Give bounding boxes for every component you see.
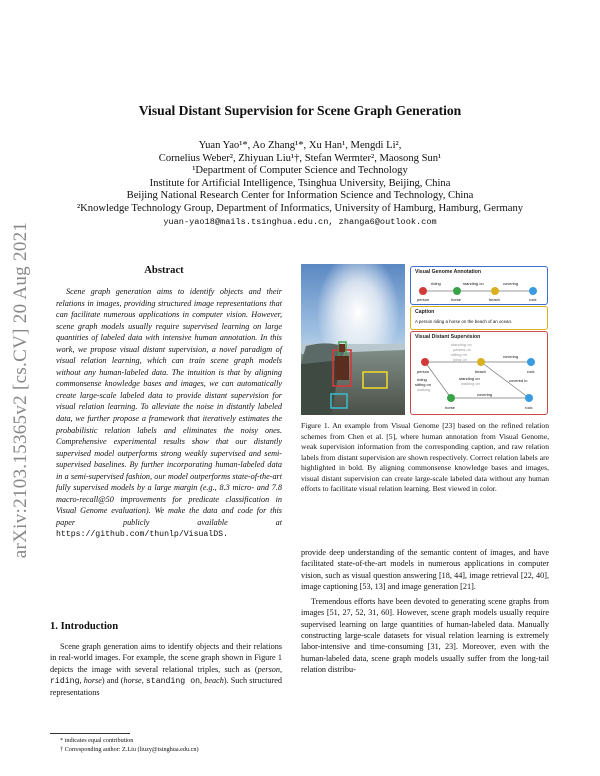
right-paragraph-2: Tremendous efforts have been devoted to generating scene graphs from images [51, 27, 52, 31, 60]. However, scene graph models usually require supervised learning on large quantities of human-labeled data. Manually constructing large-scale datasets for visual relation learning is extremely labor-intensive and time-consuming [31, 23]. Moreover, even with the human-labeled data, scene graph models usually suffer from the long-tail relation distribu- [301, 597, 549, 674]
relation-standing-on: standing on [145, 676, 201, 686]
entity-beach: beach [204, 675, 224, 685]
affiliation-2: Institute for Artificial Intelligence, Tsinghua University, Beijing, China [149, 177, 451, 189]
code-url[interactable]: https://github.com/thunlp/VisualDS. [56, 530, 228, 540]
vg-edge-riding: riding [431, 281, 441, 286]
intro-sep-2: , [79, 675, 84, 685]
entity-horse-2: horse [123, 675, 142, 685]
section-heading: 1. Introduction [50, 621, 119, 632]
arxiv-identifier [6, 210, 36, 570]
ds-edge-top-1: standing on [451, 342, 472, 347]
right-paragraph-1: provide deep understanding of the semantic content of images, and have facilitated state-of-the-art models in numerous applications in computer vision, such as visual question answering [18, 44], image retrieval [22, 40], image captioning [53, 13] and image generation [21]. [301, 548, 549, 591]
intro-paragraph [50, 641, 282, 698]
ds-label-rock-2: rock [525, 405, 533, 410]
paper-title: Visual Distant Supervision for Scene Graph Generation [138, 103, 462, 118]
vg-title: Visual Genome Annotation [415, 269, 482, 275]
abstract-heading: Abstract [144, 265, 184, 276]
ds-title: Visual Distant Supervision [415, 334, 481, 340]
ds-edge-top-3: sitting on [451, 352, 468, 357]
ds-label-horse: horse [445, 405, 456, 410]
entity-horse: horse [83, 675, 102, 685]
vg-edge-standing: standing on [463, 281, 484, 286]
intro-sep-3: ) and ( [101, 675, 124, 685]
intro-sep-1: , [279, 664, 282, 674]
author-block [0, 140, 600, 228]
figure-diagram [410, 264, 550, 415]
affiliation-3: Beijing National Research Center for Information Science and Technology, China [126, 190, 474, 202]
ds-node-person [421, 358, 429, 366]
entity-person: person [257, 664, 280, 674]
footnote-equal: * indicates equal contribution [60, 737, 134, 744]
ds-label-beach: beach [475, 369, 486, 374]
ds-left-edge-2: sitting on [415, 382, 432, 387]
vg-annotation-box [410, 266, 548, 305]
relation-riding: riding [50, 676, 80, 686]
caption-box-title: Caption [415, 309, 435, 315]
ds-node-beach [477, 358, 485, 366]
ds-edge-covering-top: covering [503, 354, 519, 359]
ds-mid-edge-1: standing on [459, 376, 480, 381]
footnote-rule [50, 733, 130, 734]
arxiv-id-text: arXiv:2103.15365v2 [cs.CV] 20 Aug 2021 [10, 221, 31, 559]
affiliation-4: ²Knowledge Technology Group, Department of Informatics, University of Hamburg, Hamburg, Germany [76, 202, 524, 214]
intro-text-a: Scene graph generation aims to identify objects and their relations in real-world images. For example, the scene graph shown in Figure 1 depicts the image with several relational triples, such as ( [50, 642, 282, 674]
vg-label-beach: beach [489, 297, 500, 302]
ds-covered-in: covered in [509, 378, 528, 383]
abstract-body: Scene graph generation aims to identify objects and their relations in images, providing structured image representations that can facilitate numerous applications in computer vision. However, scene graph models usually require supervised learning on large quantities of labeled data with intensive human annotation. In this work, we propose visual distant supervision, a novel paradigm of visual relation learning, which can train scene graph models without any human-labeled data. The intuition is that by aligning commonsense knowledge bases and images, we can automatically create large-scale labeled data to provide distant supervision for visual relation learning. To alleviate the noise in distantly labeled data, we further propose a framework that iteratively estimates the probabilistic relation labels and eliminates the noisy ones. Comprehensive experimental results show that our distantly supervised model outperforms strong weakly supervised and semi-supervised baselines. By further incorporating human-labeled data in a semi-supervised fashion, our model outperforms state-of-the-art fully supervised models by a large margin (e.g., 8.3 micro- and 7.8 macro-recall@50 improvements for predicate classification in Visual Genome evaluation). We make the data and code for this paper publicly available at [56, 287, 282, 527]
figure-caption: Figure 1. An example from Visual Genome [23] based on the refined relation schemes from Chen et al. [5], where human annotation from Visual Genome, weak supervision information from the corresponding caption, and raw relation labels from distant supervision are shown respectively. Correct relation labels are highlighted in bold. By aligning commonsense knowledge bases and images, visual distant supervision can create large-scale labeled data without any human efforts to facilitate visual relation learning. Best viewed in color. [301, 421, 549, 493]
ds-left-edge-3: walking [417, 387, 431, 392]
vg-label-horse: horse [451, 297, 462, 302]
ds-box [410, 331, 548, 415]
abstract-text [56, 286, 282, 541]
vg-node-beach [491, 287, 499, 295]
ds-label-rock: rock [527, 369, 535, 374]
vg-node-horse [453, 287, 461, 295]
vg-edge-covering: covering [503, 281, 519, 286]
author-line-2: Cornelius Weber², Zhiyuan Liu¹†, Stefan Wermter², Maosong Sun¹ [158, 152, 442, 164]
ds-left-edge-1: riding [417, 377, 427, 382]
author-emails: yuan-yao18@mails.tsinghua.edu.cn, zhanga6@outlook.com [163, 216, 437, 227]
intro-text-g: ). Such structured representations [50, 675, 283, 698]
footnote-corresponding: † Corresponding author: Z.Liu (liuzy@tsinghua.edu.cn) [60, 746, 199, 753]
intro-sep-5: , [200, 675, 205, 685]
beach-photo-image [301, 264, 405, 415]
ds-edge-top-4: lying on [453, 357, 467, 362]
ds-edge-covering-bottom: covering [477, 392, 493, 397]
affiliation-1: ¹Department of Computer Science and Technology [192, 165, 408, 177]
figure-photo [301, 264, 405, 415]
intro-sep-4: , [141, 675, 146, 685]
vg-node-rock [529, 287, 537, 295]
vg-label-rock: rock [529, 297, 537, 302]
ds-node-rock-2 [525, 394, 533, 402]
ds-edge-top-2: parked on [453, 347, 471, 352]
ds-label-person: person [417, 369, 430, 374]
ds-mid-edge-2: walking on [461, 381, 480, 386]
caption-box-text: A person riding a horse on the beach of an ocean. [415, 319, 513, 324]
vg-label-person: person [417, 297, 430, 302]
caption-box [410, 306, 548, 330]
ds-node-horse [447, 394, 455, 402]
author-line-1: Yuan Yao¹*, Ao Zhang¹*, Xu Han¹, Mengdi Li², [198, 140, 402, 151]
ds-node-rock [527, 358, 535, 366]
vg-node-person [419, 287, 427, 295]
right-column-body [301, 547, 549, 675]
